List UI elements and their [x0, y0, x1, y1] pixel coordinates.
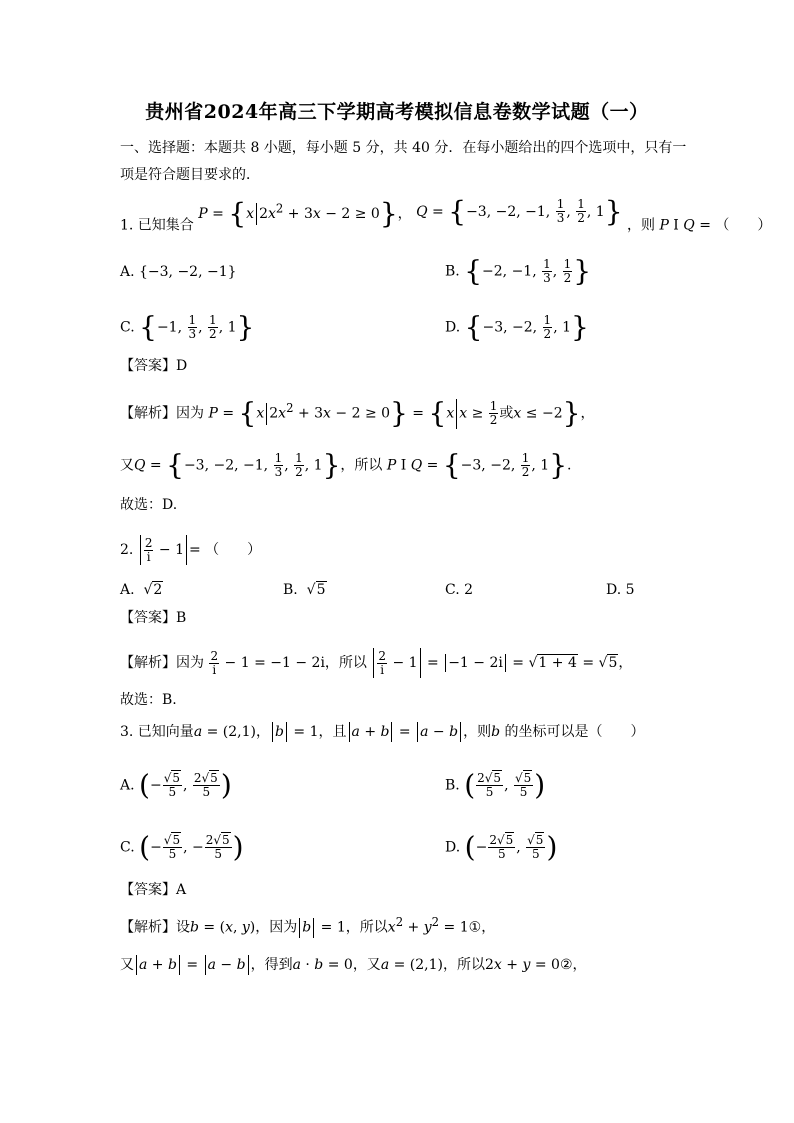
q1-conclusion: 故选：D. [120, 497, 178, 513]
q2-conclusion: 故选：B. [120, 692, 177, 708]
q3-answer: 【答案】A [120, 882, 187, 898]
q2-option-b: B. √5 [283, 582, 326, 598]
q3-option-d: D. (− $\frac{2√5}{5}$ , $\frac{√5}{5}$ ) [445, 830, 558, 864]
q1-explanation-2: 又Q = {−3, −2, −1, $\frac{1}{3}$ , $\frac{1}{2}$ , 1}，所以 P I Q = {−3, −2, $\frac{1}{2}$ , 1}. [120, 448, 572, 482]
q1-option-c: C. {−1, $\frac{1}{3}$ , $\frac{1}{2}$ , 1} [120, 310, 255, 344]
section-heading-line2: 项是符合题目要求的． [120, 167, 260, 183]
q2-option-d: D. 5 [606, 582, 635, 598]
q2-answer: 【答案】B [120, 610, 187, 626]
q2-option-a: A. √2 [120, 582, 163, 598]
q3-option-b: B. ( $\frac{2√5}{5}$ , $\frac{√5}{5}$ ) [445, 768, 546, 802]
section-heading-line1: 一、选择题：本题共 8 小题，每小题 5 分，共 40 分．在每小题给出的四个选项中，只有一 [120, 140, 687, 156]
q2-explanation: 【解析】因为 $\frac{2}{i}$ − 1 = −1 − 2i，所以 $\frac{2}{i}$ − 1 = −1 − 2i = √1 + 4 = √5， [120, 648, 633, 677]
q1-explanation-1: 【解析】因为 P = {x $2x^2 + 3x - 2 \ge 0\} = \{x$ x ≥ $\frac{1}{2}$ 或x ≤ −2}， [120, 396, 595, 430]
question-3-stem: 3. 已知向量a = (2,1)， b = 1，且 a + b = a − b ，则b 的坐标可以是（ ） [120, 724, 645, 740]
page-title: 贵州省2024年高三下学期高考模拟信息卷数学试题（一） [145, 101, 649, 123]
q3-explanation-2: 又 a + b = a − b ，得到a · b = 0，又a = (2,1)，所以2x + y = 0②， [120, 957, 587, 973]
question-1-stem [120, 194, 772, 239]
q1-tail: ，则 P I Q = （ ） [626, 217, 772, 234]
q1-option-d: D. {−3, −2, $\frac{1}{2}$ , 1} [445, 310, 589, 344]
q3-option-a: A. (− $\frac{√5}{5}$ , $\frac{2√5}{5}$ ) [120, 768, 232, 802]
q1-option-a: A. {−3, −2, −1} [120, 264, 237, 280]
question-2-stem: 2. $\frac{2}{i}$ − 1 = （ ） [120, 535, 262, 564]
q3-option-c: C. (− $\frac{√5}{5}$ , − $\frac{2√5}{5}$ ) [120, 830, 244, 864]
q1-prefix: 1. 已知集合 [120, 217, 194, 234]
q3-explanation-1: 【解析】设b = (x, y)，因为 b = 1，所以$x^2 + y^2$ = 1①， [120, 915, 496, 936]
q1-set-q: Q = {−3, −2, −1, $\frac{1}{3}$ , $\frac{1}{2}$ , 1} [416, 194, 623, 228]
q1-answer: 【答案】D [120, 358, 188, 374]
q2-option-c: C. 2 [445, 582, 474, 598]
q1-option-b: B. {−2, −1, $\frac{1}{3}$ , $\frac{1}{2}$ } [445, 254, 592, 288]
q1-set-p: P = {x $2x^2 + 3x - 2 \ge 0$}， [198, 196, 417, 230]
